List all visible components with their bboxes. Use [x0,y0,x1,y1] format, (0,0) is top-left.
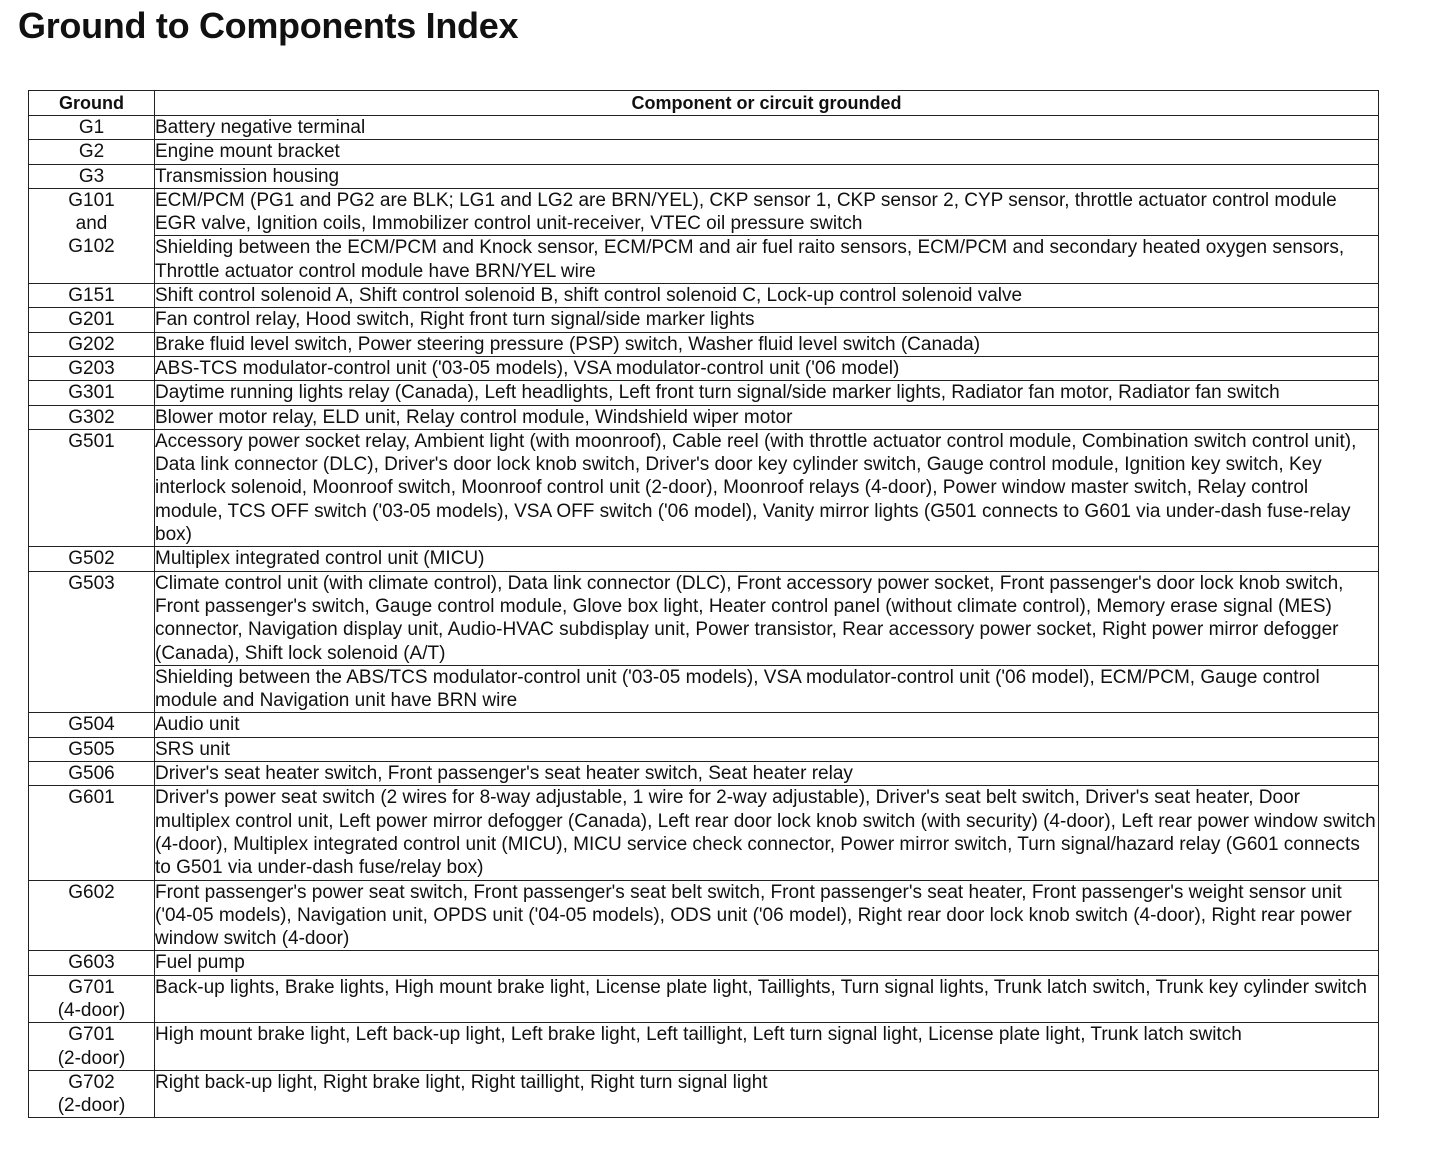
table-row [29,762,1379,786]
component-cell: SRS unit [155,737,1379,761]
ground-cell: G1 [29,116,155,140]
ground-cell: G601 [29,786,155,880]
table-row [29,975,1379,1023]
table-row [29,405,1379,429]
table-row [29,951,1379,975]
component-cell: Climate control unit (with climate control), Data link connector (DLC), Front accessory power socket, Front passenger's door lock knob switch, Front passenger's switch, Gauge control module, Glove box light, Heater control panel (without climate control), Memory erase signal (MES) connector, Navigation display unit, Audio-HVAC subdisplay unit, Power transistor, Rear accessory power socket, Right power mirror defogger (Canada), Shift lock solenoid (A/T) [155,571,1379,665]
component-cell: Fuel pump [155,951,1379,975]
table-row [29,547,1379,571]
table-row [29,786,1379,880]
table-row [29,713,1379,737]
page-title: Ground to Components Index [18,5,519,46]
component-cell: Shielding between the ABS/TCS modulator-control unit ('03-05 models), VSA modulator-control unit ('06 model), ECM/PCM, Gauge control module and Navigation unit have BRN wire [155,665,1379,713]
ground-cell: G603 [29,951,155,975]
table-row [29,140,1379,164]
table-row [29,308,1379,332]
ground-cell: G101 and G102 [29,188,155,283]
ground-column-header: Ground [29,91,155,116]
table-row [29,356,1379,380]
ground-cell: G201 [29,308,155,332]
ground-cell: G151 [29,284,155,308]
ground-cell: G3 [29,164,155,188]
ground-cell: G505 [29,737,155,761]
component-cell: Engine mount bracket [155,140,1379,164]
component-cell: Driver's power seat switch (2 wires for 8-way adjustable, 1 wire for 2-way adjustable), Driver's seat belt switch, Driver's seat heater, Door multiplex control unit, Left power mirror defogger (Canada), Left rear door lock knob switch (with security) (4-door), Left rear power window switch (4-door), Multiplex integrated control unit (MICU), MICU service check connector, Power mirror switch, Turn signal/hazard relay (G601 connects to G501 via under-dash fuse/relay box) [155,786,1379,880]
table-row [29,1023,1379,1071]
component-cell: Accessory power socket relay, Ambient light (with moonroof), Cable reel (with throttle actuator control module, Combination switch control unit), Data link connector (DLC), Driver's door lock knob switch, Driver's door key cylinder switch, Gauge control module, Ignition key switch, Key interlock solenoid, Moonroof switch, Moonroof control unit (2-door), Moonroof relays (4-door), Power window master switch, Relay control module, TCS OFF switch ('03-05 models), VSA OFF switch ('06 model), Vanity mirror lights (G501 connects to G601 via under-dash fuse-relay box) [155,429,1379,546]
table-row [29,188,1379,236]
ground-cell: G701 (2-door) [29,1023,155,1071]
table-row [29,284,1379,308]
table-row [29,429,1379,546]
component-cell: Transmission housing [155,164,1379,188]
ground-cell: G702 (2-door) [29,1070,155,1118]
component-cell: High mount brake light, Left back-up light, Left brake light, Left taillight, Left turn signal light, License plate light, Trunk latch switch [155,1023,1379,1071]
table-row [29,737,1379,761]
component-cell: Blower motor relay, ELD unit, Relay control module, Windshield wiper motor [155,405,1379,429]
table-row [29,116,1379,140]
table-row [29,665,1379,713]
component-cell: Shielding between the ECM/PCM and Knock sensor, ECM/PCM and air fuel raito sensors, ECM/PCM and secondary heated oxygen sensors, Throttle actuator control module have BRN/YEL wire [155,236,1379,284]
component-cell: Audio unit [155,713,1379,737]
component-cell: Battery negative terminal [155,116,1379,140]
table-row [29,381,1379,405]
table-row [29,571,1379,665]
ground-cell: G302 [29,405,155,429]
ground-cell: G502 [29,547,155,571]
table-row [29,236,1379,284]
ground-cell: G202 [29,332,155,356]
ground-cell: G506 [29,762,155,786]
table-row [29,880,1379,951]
component-cell: Fan control relay, Hood switch, Right front turn signal/side marker lights [155,308,1379,332]
component-cell: Front passenger's power seat switch, Front passenger's seat belt switch, Front passenger's seat heater, Front passenger's weight sensor unit ('04-05 models), Navigation unit, OPDS unit ('04-05 models), ODS unit ('06 model), Right rear door lock knob switch (4-door), Right rear power window switch (4-door) [155,880,1379,951]
component-cell: Daytime running lights relay (Canada), Left headlights, Left front turn signal/side marker lights, Radiator fan motor, Radiator fan switch [155,381,1379,405]
ground-cell: G602 [29,880,155,951]
component-column-header: Component or circuit grounded [155,91,1379,116]
ground-cell: G701 (4-door) [29,975,155,1023]
table-row [29,164,1379,188]
ground-cell: G2 [29,140,155,164]
ground-cell: G504 [29,713,155,737]
ground-cell: G503 [29,571,155,713]
component-cell: Driver's seat heater switch, Front passenger's seat heater switch, Seat heater relay [155,762,1379,786]
table-row [29,1070,1379,1118]
component-cell: ABS-TCS modulator-control unit ('03-05 models), VSA modulator-control unit ('06 model) [155,356,1379,380]
component-cell: Multiplex integrated control unit (MICU) [155,547,1379,571]
table-header-row [29,91,1379,116]
component-cell: Right back-up light, Right brake light, Right taillight, Right turn signal light [155,1070,1379,1118]
ground-cell: G301 [29,381,155,405]
component-cell: Shift control solenoid A, Shift control solenoid B, shift control solenoid C, Lock-up control solenoid valve [155,284,1379,308]
ground-cell: G203 [29,356,155,380]
component-cell: Back-up lights, Brake lights, High mount brake light, License plate light, Taillights, Turn signal lights, Trunk latch switch, Trunk key cylinder switch [155,975,1379,1023]
component-cell: Brake fluid level switch, Power steering pressure (PSP) switch, Washer fluid level switch (Canada) [155,332,1379,356]
component-cell: ECM/PCM (PG1 and PG2 are BLK; LG1 and LG2 are BRN/YEL), CKP sensor 1, CKP sensor 2, CYP sensor, throttle actuator control module EGR valve, Ignition coils, Immobilizer control unit-receiver, VTEC oil pressure switch [155,188,1379,236]
ground-index-table [28,90,1379,1118]
ground-cell: G501 [29,429,155,546]
table-body [29,116,1379,1118]
table-row [29,332,1379,356]
